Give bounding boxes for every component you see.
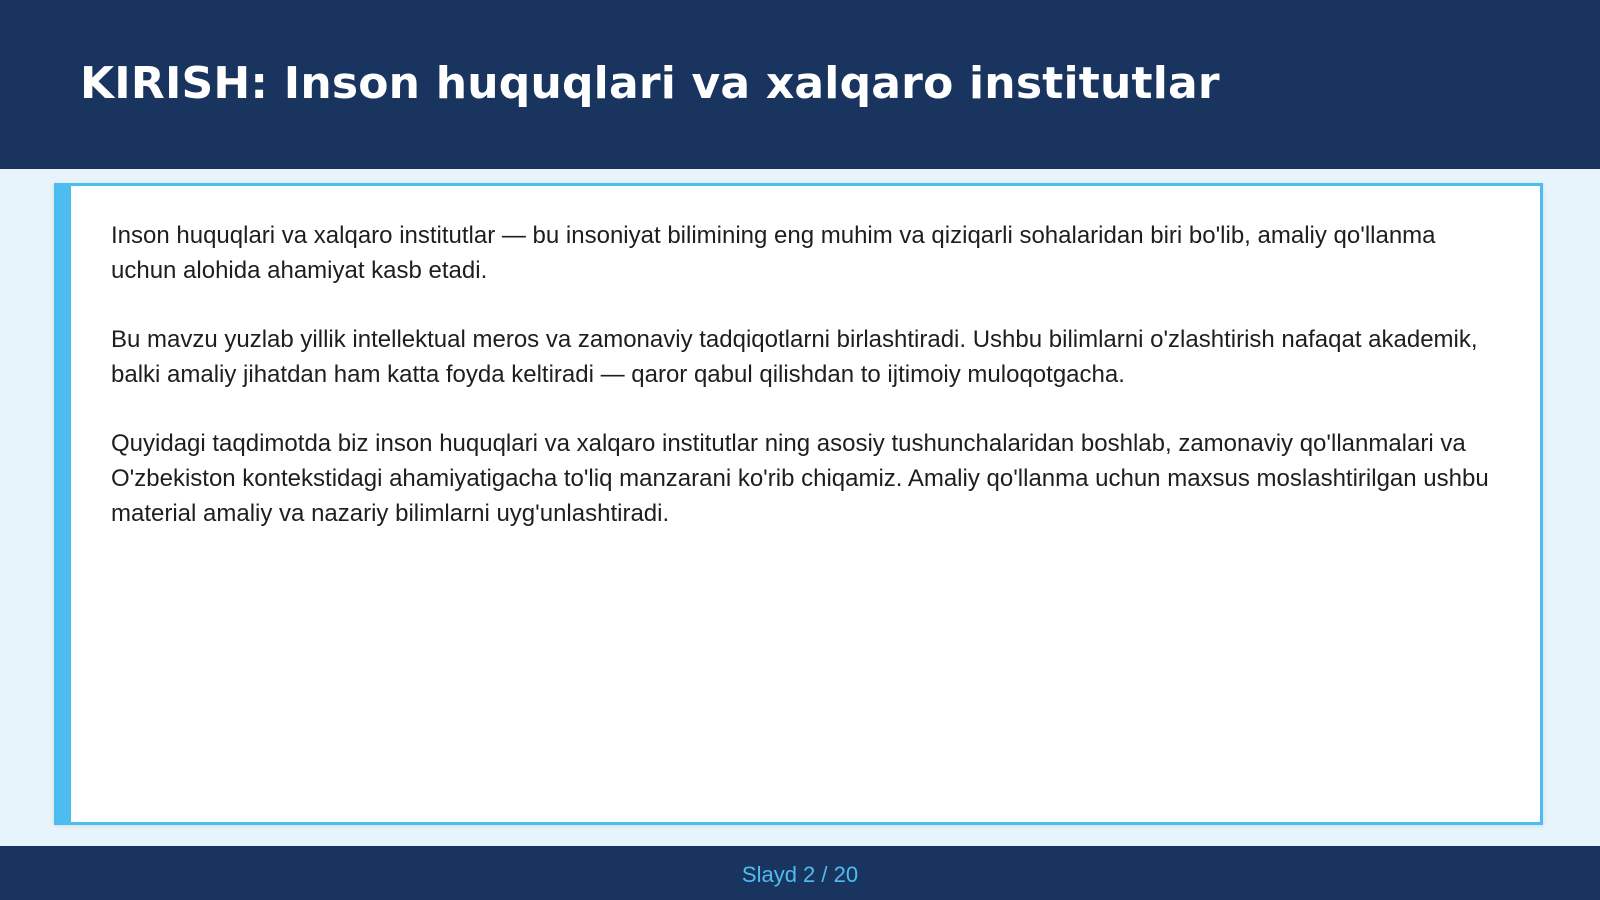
content-card <box>54 183 1543 825</box>
paragraph-2: Bu mavzu yuzlab yillik intellektual meros va zamonaviy tadqiqotlarni birlashtiradi. Ushbu bilimlarni o'zlashtirish nafaqat akademik, balki amaliy jihatdan ham katta foyda keltiradi — qaror qabul qilishdan to ijtimoiy muloqotgacha. <box>111 326 1478 388</box>
slide-title: KIRISH: Inson huquqlari va xalqaro institutlar <box>80 58 1220 109</box>
slide-counter: Slayd 2 / 20 <box>741 862 859 887</box>
content-text <box>111 218 1501 565</box>
paragraph-3: Quyidagi taqdimotda biz inson huquqlari va xalqaro institutlar ning asosiy tushunchalaridan boshlab, zamonaviy qo'llanmalari va O'zbekiston kontekstidagi ahamiyatigacha to'liq manzarani ko'rib chiqamiz. Amaliy qo'llanma uchun maxsus moslashtirilgan ushbu material amaliy va nazariy bilimlarni uyg'unlashtiradi. <box>111 430 1489 527</box>
paragraph-1: Inson huquqlari va xalqaro institutlar — bu insoniyat bilimining eng muhim va qiziqarli sohalaridan biri bo'lib, amaliy qo'llanma uchun alohida ahamiyat kasb etadi. <box>111 222 1436 284</box>
slide-header <box>0 0 1600 169</box>
slide-footer <box>0 846 1600 900</box>
